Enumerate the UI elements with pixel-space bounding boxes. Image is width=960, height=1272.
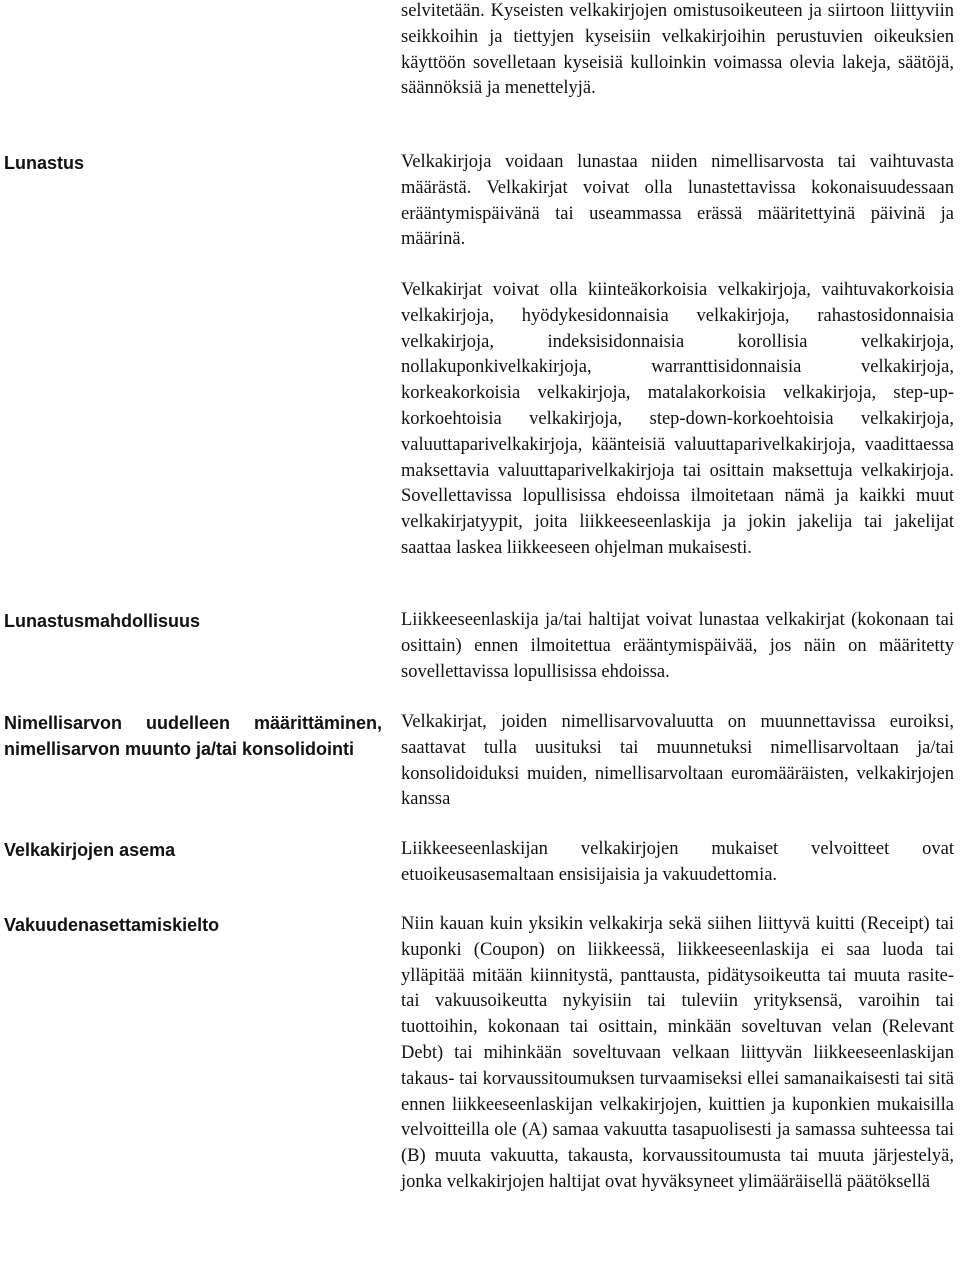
section-label: Nimellisarvon uudelleen määrittäminen, nimellisarvon muunto ja/tai konsolidointi (4, 713, 382, 759)
section-text: Niin kauan kuin yksikin velkakirja sekä siihen liittyvä kuitti (Receipt) tai kuponki (Coupon) on liikkeessä, liikkeeseenlaskija ei saa luoda tai ylläpitää mitään kiinnitystä, panttausta, pidätysoikeutta tai muuta rasite- tai vakuusoikeutta nykyisiin tai tuleviin yrityksensä, varoihin tai tuottoihin, kokonaan tai osittain, minkään soveltuvan velan (Relevant Debt) tai mihinkään soveltuvaan velkaan liittyvän liikkeeseenlaskijan takaus- tai korvaussitoumuksen turvaamiseksi ellei samanaikaisesti tai sitä ennen liikkeeseenlaskijan velkakirjojen, kuittien ja kuponkien mukaisilla velvoitteilla ole (A) samaa vakuutta tasapuolisesti ja samassa suhteessa tai (B) muuta vakuutta, takausta, korvaussitoumusta tai muuta järjestelyä, jonka velkakirjojen haltijat ovat hyväksyneet ylimääräisellä päätöksellä (401, 914, 954, 1192)
intro-paragraph: selvitetään. Kyseisten velkakirjojen omistusoikeuteen ja siirtoon liittyviin seikkoihin ja tiettyjen kyseisiin velkakirjoihin perustuvien oikeuksien käyttöön sovelletaan kyseisiä kulloinkin voimassa olevia lakeja, säätöjä, säännöksiä ja menettelyjä. (401, 1, 954, 99)
section-text: Liikkeeseenlaskijan velkakirjojen mukaiset velvoitteet ovat etuoikeusasemaltaan ensisijaisia ja vakuudettomia. (401, 839, 954, 885)
section-text: Liikkeeseenlaskija ja/tai haltijat voivat lunastaa velkakirjat (kokonaan tai osittain) ennen ilmoitettua erääntymispäivää, jos näin on määritetty sovellettavissa lopullisissa ehdoissa. (401, 610, 954, 682)
section-label: Lunastusmahdollisuus (4, 611, 201, 631)
section-text: Velkakirjat voivat olla kiinteäkorkoisia velkakirjoja, vaihtuvakorkoisia velkakirjoja, hyödykesidonnaisia velkakirjoja, rahastosidonnaisia velkakirjoja, indeksisidonnaisia korollisia velkakirjoja, nollakuponkivelkakirjoja, warranttisidonnaisia velkakirjoja, korkeakorkoisia velkakirjoja, matalakorkoisia velkakirjoja, step-up-korkoehtoisia velkakirjoja, step-down-korkoehtoisia velkakirjoja, valuuttaparivelkakirjoja, käänteisiä valuuttaparivelkakirjoja, vaadittaessa maksettavia valuuttaparivelkakirjoja tai osittain maksettuja velkakirjoja. Sovellettavissa lopullisissa ehdoissa ilmoitetaan nämä ja kaikki muut velkakirjatyypit, joita liikkeeseenlaskija ja jokin jakelija tai jakelijat saattaa laskea liikkeeseen ohjelman mukaisesti. (401, 280, 954, 558)
section-label: Lunastus (4, 153, 85, 173)
section-text: Velkakirjoja voidaan lunastaa niiden nimellisarvosta tai vaihtuvasta määrästä. Velkakirjat voivat olla lunastettavissa kokonaisuudessaan erääntymispäivänä tai useammassa erässä määritettyinä päivinä ja määrinä. (401, 152, 954, 250)
section-text: Velkakirjat, joiden nimellisarvovaluutta on muunnettavissa euroiksi, saattavat tulla uusituksi tai muunnetuksi nimellisarvoltaan ja/tai konsolidoiduksi muiden, nimellisarvoltaan euromääräisten, velkakirjojen kanssa (401, 712, 954, 810)
section-label: Velkakirjojen asema (4, 840, 176, 860)
section-label: Vakuudenasettamiskielto (4, 915, 220, 935)
